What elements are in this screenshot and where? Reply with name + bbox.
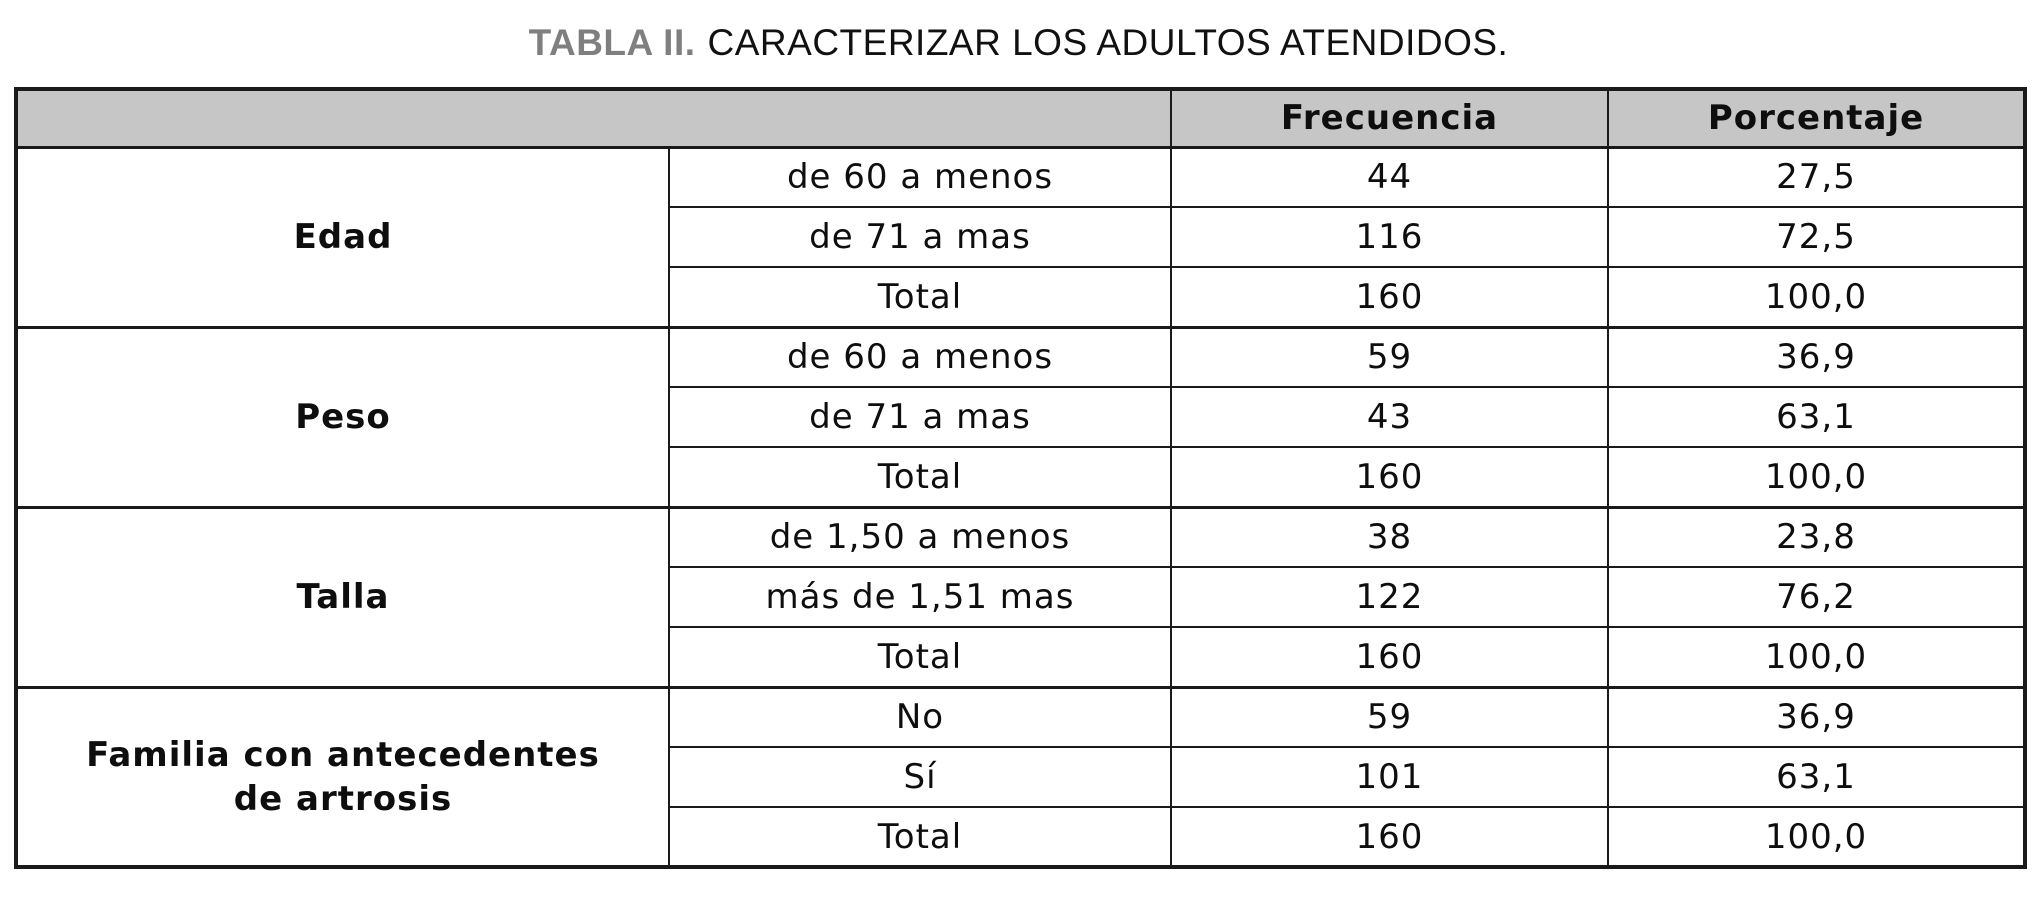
porcentaje-value: 72,5: [1608, 207, 2025, 267]
category-cell-peso: Peso: [16, 327, 669, 507]
frecuencia-value: 116: [1171, 207, 1608, 267]
porcentaje-value: 76,2: [1608, 567, 2025, 627]
frecuencia-value: 43: [1171, 387, 1608, 447]
table-title-text: CARACTERIZAR LOS ADULTOS ATENDIDOS.: [707, 22, 1509, 63]
row-label: Total: [669, 807, 1171, 867]
row-label: No: [669, 687, 1171, 747]
table-row: [16, 507, 2025, 567]
frecuencia-value: 160: [1171, 447, 1608, 507]
row-label: Total: [669, 267, 1171, 327]
table-row: [16, 687, 2025, 747]
porcentaje-value: 23,8: [1608, 507, 2025, 567]
row-label: Total: [669, 447, 1171, 507]
row-label: de 71 a mas: [669, 207, 1171, 267]
row-label: Sí: [669, 747, 1171, 807]
row-label: más de 1,51 mas: [669, 567, 1171, 627]
porcentaje-value: 63,1: [1608, 387, 2025, 447]
porcentaje-value: 100,0: [1608, 447, 2025, 507]
column-header-frecuencia: Frecuencia: [1171, 89, 1608, 147]
frecuencia-value: 160: [1171, 267, 1608, 327]
frecuencia-value: 160: [1171, 627, 1608, 687]
frecuencia-value: 101: [1171, 747, 1608, 807]
table-row: [16, 327, 2025, 387]
frecuencia-value: 122: [1171, 567, 1608, 627]
row-label: de 60 a menos: [669, 327, 1171, 387]
table-row: [16, 147, 2025, 207]
porcentaje-value: 63,1: [1608, 747, 2025, 807]
porcentaje-value: 36,9: [1608, 687, 2025, 747]
frecuencia-value: 38: [1171, 507, 1608, 567]
frecuencia-value: 59: [1171, 687, 1608, 747]
corner-cell: [16, 89, 1171, 147]
table-title-number: TABLA II.: [528, 22, 696, 63]
frecuencia-value: 44: [1171, 147, 1608, 207]
row-label: de 71 a mas: [669, 387, 1171, 447]
category-cell-edad: Edad: [16, 147, 669, 327]
porcentaje-value: 36,9: [1608, 327, 2025, 387]
porcentaje-value: 100,0: [1608, 267, 2025, 327]
porcentaje-value: 27,5: [1608, 147, 2025, 207]
row-label: de 1,50 a menos: [669, 507, 1171, 567]
row-label: de 60 a menos: [669, 147, 1171, 207]
porcentaje-value: 100,0: [1608, 807, 2025, 867]
frecuencia-value: 160: [1171, 807, 1608, 867]
characteristics-table: [14, 87, 2027, 869]
table-header-row: [16, 89, 2025, 147]
row-label: Total: [669, 627, 1171, 687]
category-cell-talla: Talla: [16, 507, 669, 687]
category-cell-familia-antecedentes: Familia con antecedentes de artrosis: [16, 687, 669, 867]
table-title: [0, 22, 2037, 64]
frecuencia-value: 59: [1171, 327, 1608, 387]
column-header-porcentaje: Porcentaje: [1608, 89, 2025, 147]
porcentaje-value: 100,0: [1608, 627, 2025, 687]
